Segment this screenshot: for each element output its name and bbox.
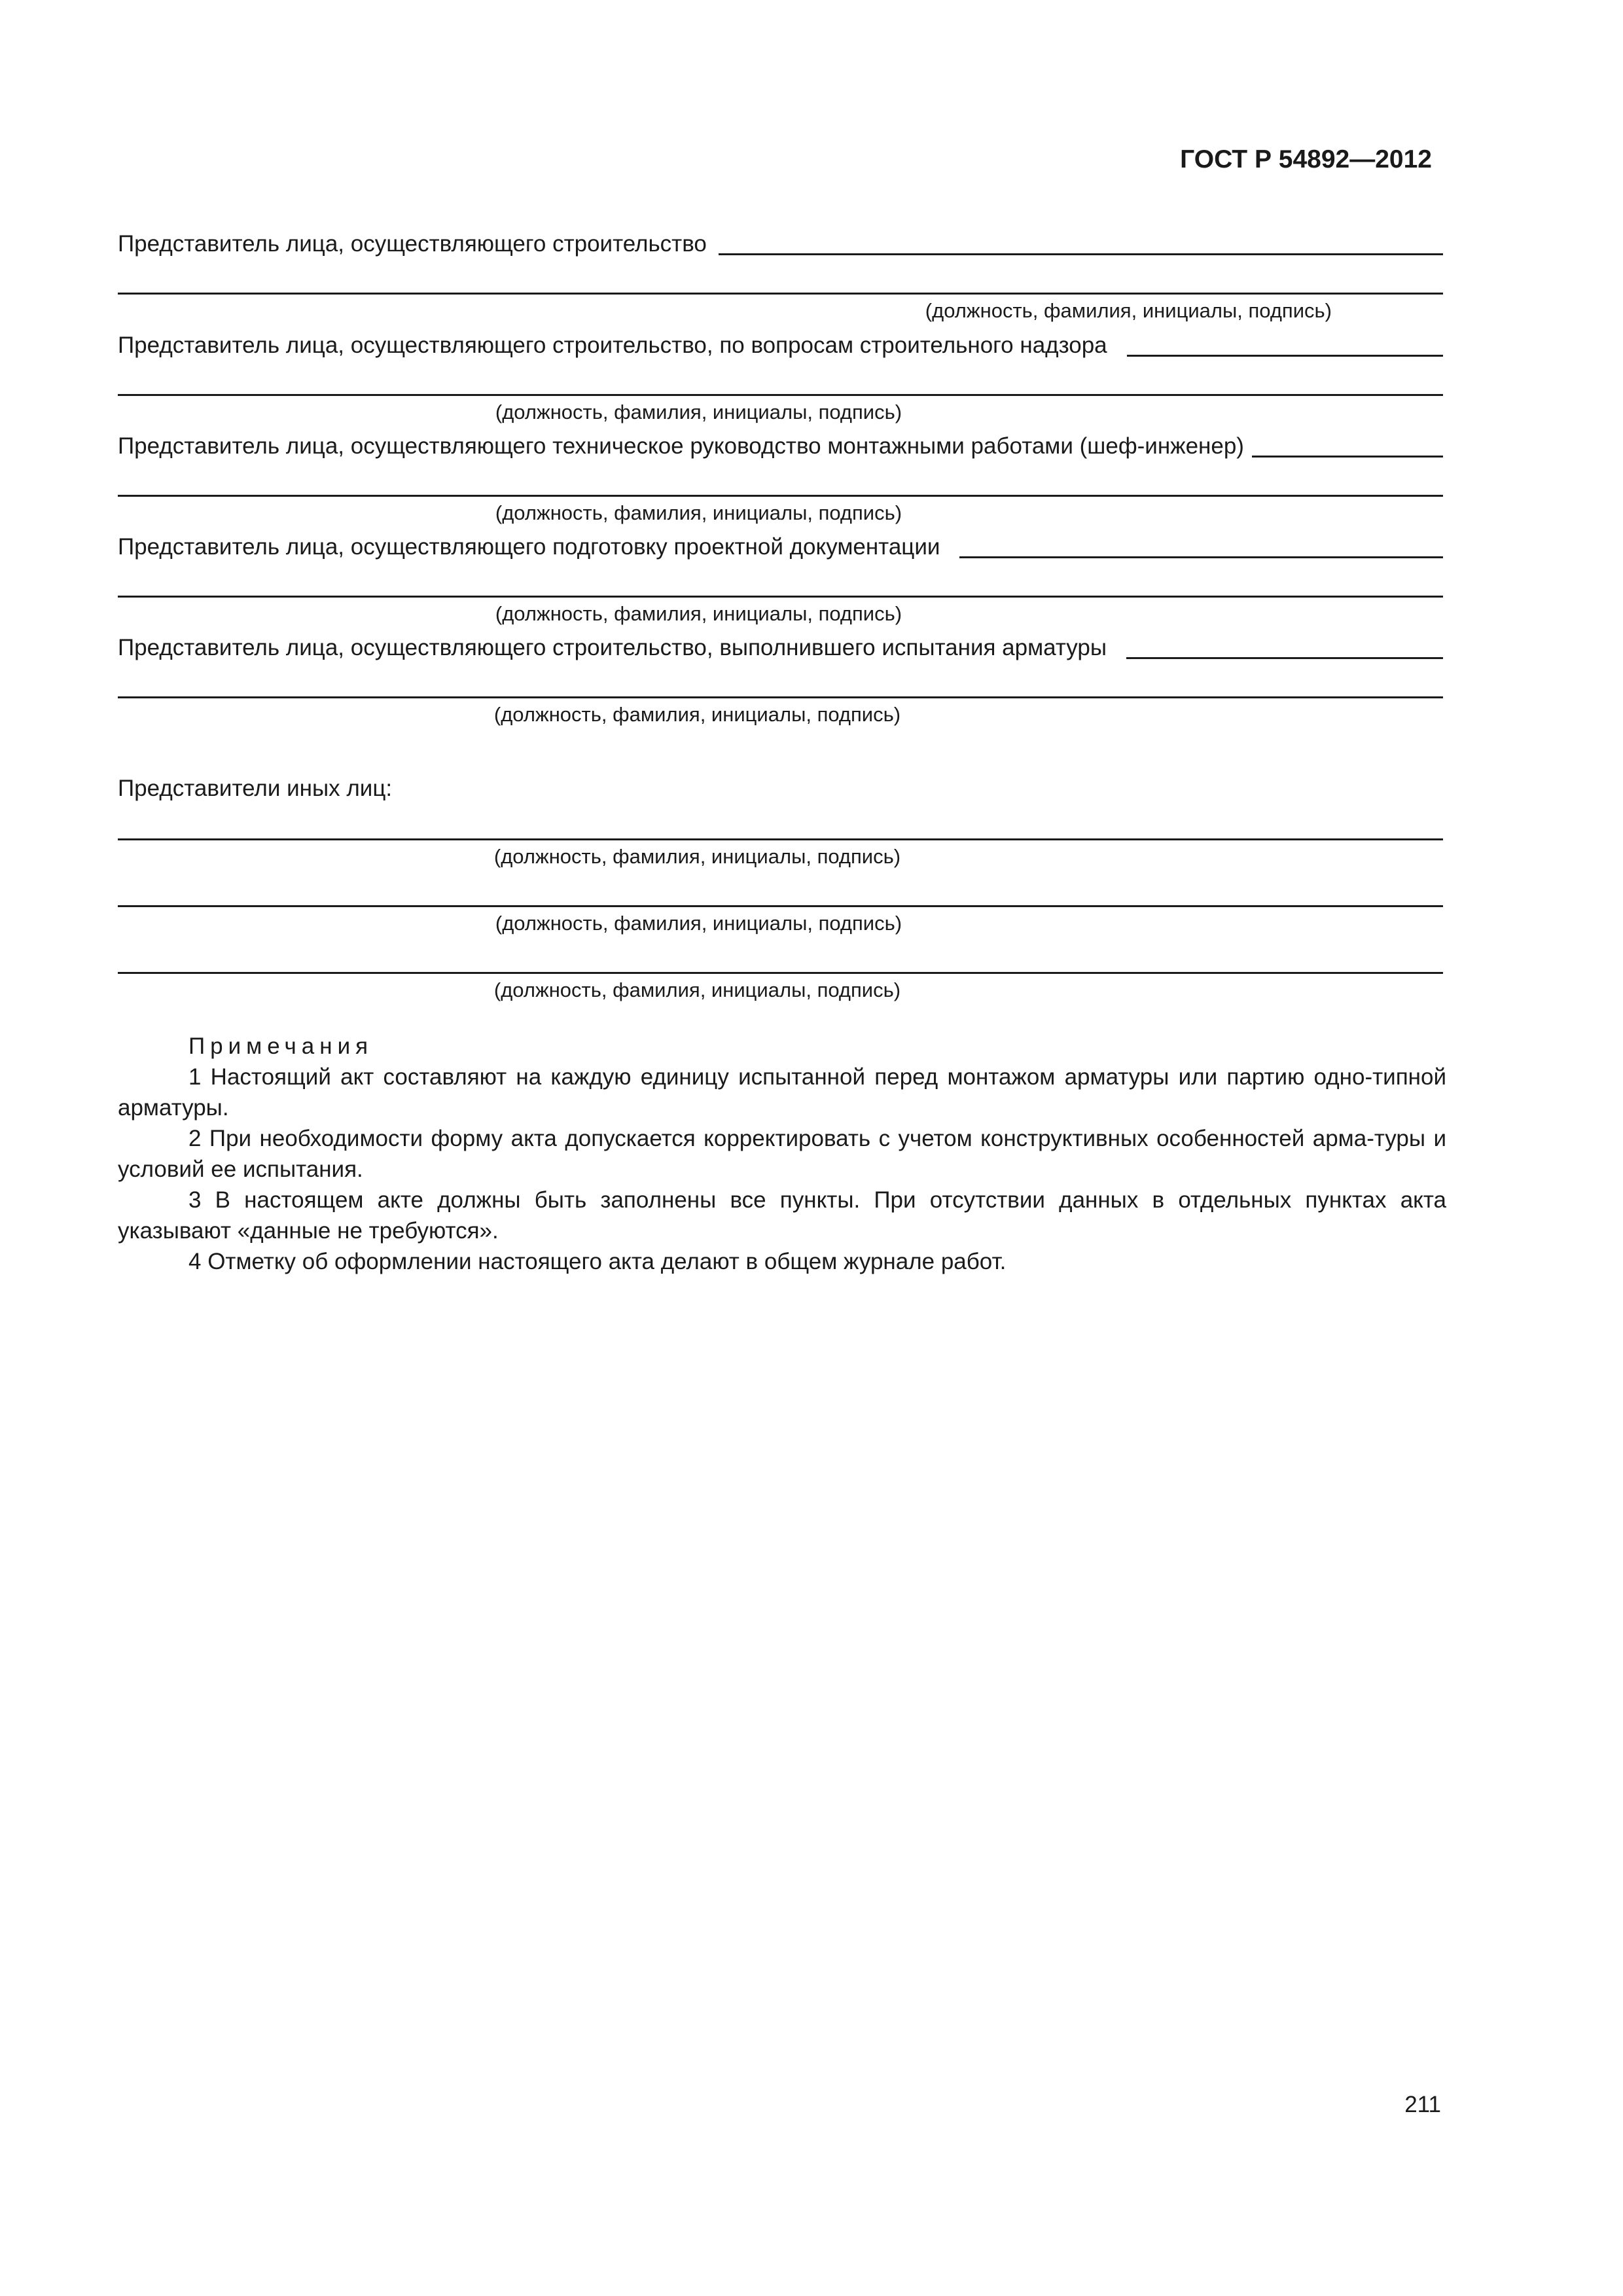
- representative-line: [118, 634, 1443, 662]
- signature-caption: (должность, фамилия, инициалы, подпись): [495, 501, 902, 524]
- note-item: 3 В настоящем акте должны быть заполнены все пункты. При отсутствии данных в отдельных пунктах акта указывают «данные не требуются».: [118, 1187, 1446, 1244]
- representative-line: [118, 332, 1443, 359]
- document-code: ГОСТ Р 54892—2012: [1180, 145, 1432, 173]
- representative-block-3: [118, 433, 1443, 526]
- signature-caption: (должность, фамилия, инициалы, подпись): [495, 602, 902, 625]
- representative-line: [118, 433, 1443, 460]
- signature-full-line[interactable]: [118, 494, 1443, 497]
- representative-line: [118, 533, 1443, 561]
- representative-label: Представитель лица, осуществляющего строительство: [118, 231, 707, 257]
- note-item: 4 Отметку об оформлении настоящего акта делают в общем журнале работ.: [188, 1249, 1007, 1274]
- signature-full-line[interactable]: [118, 393, 1443, 396]
- other-representatives-label: Представители иных лиц:: [118, 776, 393, 801]
- signature-caption: (должность, фамилия, инициалы, подпись): [493, 703, 901, 726]
- notes-section: [118, 1031, 1446, 1277]
- signature-full-line[interactable]: [118, 838, 1443, 840]
- signature-full-line[interactable]: [118, 905, 1443, 907]
- signature-fill-line[interactable]: [1127, 354, 1443, 357]
- signature-fill-line[interactable]: [1252, 455, 1443, 457]
- signature-full-line[interactable]: [118, 595, 1443, 598]
- signature-caption: (должность, фамилия, инициалы, подпись): [493, 845, 901, 868]
- representative-label: Представитель лица, осуществляющего строительство, выполнившего испытания арматуры: [118, 635, 1107, 660]
- representative-block-1: [118, 230, 1443, 323]
- signature-full-line[interactable]: [118, 292, 1443, 295]
- signature-caption: (должность, фамилия, инициалы, подпись): [495, 912, 902, 935]
- signature-caption: (должность, фамилия, инициалы, подпись): [493, 978, 901, 1001]
- representative-label: Представитель лица, осуществляющего строительство, по вопросам строительного надзора: [118, 332, 1107, 358]
- signature-caption: (должность, фамилия, инициалы, подпись): [925, 299, 1332, 322]
- signature-fill-line[interactable]: [1126, 656, 1443, 659]
- signature-fill-line[interactable]: [959, 556, 1443, 558]
- representative-label: Представитель лица, осуществляющего подготовку проектной документации: [118, 534, 940, 560]
- representative-block-4: [118, 533, 1443, 626]
- note-item: 1 Настоящий акт составляют на каждую единицу испытанной перед монтажом арматуры или партию одно-типной арматуры.: [118, 1064, 1446, 1121]
- notes-title: Примечания: [188, 1033, 374, 1059]
- other-representatives-block: [118, 775, 1443, 1003]
- representative-label: Представитель лица, осуществляющего техническое руководство монтажными работами (шеф-инженер): [118, 433, 1244, 459]
- representative-block-5: [118, 634, 1443, 727]
- signature-full-line[interactable]: [118, 696, 1443, 698]
- note-item: 2 При необходимости форму акта допускается корректировать с учетом конструктивных особенностей арма-туры и условий ее испытания.: [118, 1126, 1446, 1182]
- signature-fill-line[interactable]: [719, 253, 1443, 255]
- representative-block-2: [118, 332, 1443, 425]
- signature-full-line[interactable]: [118, 971, 1443, 974]
- representative-line: [118, 230, 1443, 258]
- signature-caption: (должность, фамилия, инициалы, подпись): [495, 401, 902, 423]
- page-number: 211: [1404, 2092, 1441, 2117]
